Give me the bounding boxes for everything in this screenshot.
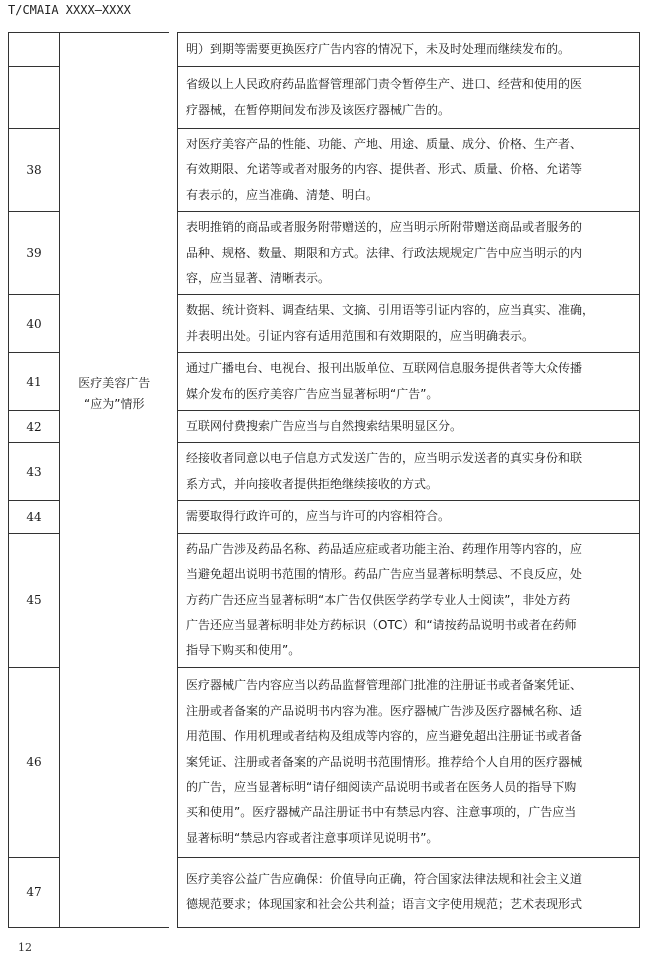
table-row xyxy=(9,33,640,67)
clause-number: 41 xyxy=(9,353,60,411)
clause-text-line: 案凭证、注册或者备案的产品说明书范围情形。推荐给个人自用的医疗器械 xyxy=(186,754,583,769)
clause-text-line: 的广告，应当显著标明“请仔细阅读产品说明书或者在医务人员的指导下购 xyxy=(186,779,577,794)
clause-number: 40 xyxy=(9,295,60,353)
clause-number: 47 xyxy=(9,857,60,927)
clause-text-line: 明）到期等需要更换医疗广告内容的情况下，未及时处理而继续发布的。 xyxy=(186,41,571,56)
clause-text-line: 互联网付费搜索广告应当与自然搜索结果明显区分。 xyxy=(186,419,463,434)
clause-text xyxy=(178,533,640,667)
clause-text-line: 有表示的，应当准确、清楚、明白。 xyxy=(186,187,379,202)
page-number: 12 xyxy=(18,941,32,954)
clause-number xyxy=(9,67,60,129)
clause-text-line: 需要取得行政许可的，应当与许可的内容相符合。 xyxy=(186,509,451,524)
clause-number: 46 xyxy=(9,667,60,857)
clause-text xyxy=(178,667,640,857)
clause-text-line: 显著标明“禁忌内容或者注意事项详见说明书”。 xyxy=(186,830,439,845)
category-line: 医疗美容广告 xyxy=(78,376,151,390)
category-line: “应为”情形 xyxy=(84,397,145,411)
clause-text xyxy=(178,295,640,353)
clause-text xyxy=(178,67,640,129)
regulation-table xyxy=(8,32,640,928)
category-cell xyxy=(60,33,169,928)
clause-text-line: 药品广告涉及药品名称、药品适应症或者功能主治、药理作用等内容的，应 xyxy=(186,541,583,556)
clause-number: 43 xyxy=(9,443,60,501)
clause-text-line: 医疗器械广告内容应当以药品监督管理部门批准的注册证书或者备案凭证、 xyxy=(186,678,583,693)
clause-text xyxy=(178,857,640,927)
clause-text-line: 系方式，并向接收者提供拒绝继续接收的方式。 xyxy=(186,476,439,491)
clause-text-line: 表明推销的商品或者服务附带赠送的，应当明示所附带赠送商品或者服务的 xyxy=(186,220,583,235)
clause-text-line: 疗器械，在暂停期间发布涉及该医疗器械广告的。 xyxy=(186,102,451,117)
clause-number: 44 xyxy=(9,501,60,533)
clause-text-line: 指导下购买和使用”。 xyxy=(186,643,301,658)
clause-text-line: 并表明出处。引证内容有适用范围和有效期限的，应当明确表示。 xyxy=(186,328,535,343)
clause-text-line: 媒介发布的医疗美容广告应当显著标明“广告”。 xyxy=(186,386,439,401)
clause-text-line: 医疗美容公益广告应确保：价值导向正确，符合国家法律法规和社会主义道 xyxy=(186,871,583,886)
clause-text-line: 注册或者备案的产品说明书内容为准。医疗器械广告涉及医疗器械名称、适 xyxy=(186,703,583,718)
clause-text-line: 品种、规格、数量、期限和方式。法律、行政法规规定广告中应当明示的内 xyxy=(186,245,583,260)
clause-text-line: 对医疗美容产品的性能、功能、产地、用途、质量、成分、价格、生产者、 xyxy=(186,137,583,151)
clause-text xyxy=(178,353,640,411)
clause-text-line: 广告还应当显著标明非处方药标识（OTC）和“请按药品说明书或者在药师 xyxy=(186,617,577,632)
clause-text-line: 经接收者同意以电子信息方式发送广告的，应当明示发送者的真实身份和联 xyxy=(186,451,583,466)
clause-number xyxy=(9,33,60,67)
clause-text xyxy=(178,212,640,295)
clause-text xyxy=(178,501,640,533)
clause-text-line: 德规范要求；体现国家和社会公共利益；语言文字使用规范；艺术表现形式 xyxy=(186,897,583,912)
clause-text-line: 当避免超出说明书范围的情形。药品广告应当显著标明禁忌、不良反应，处 xyxy=(186,567,583,582)
clause-text-line: 省级以上人民政府药品监督管理部门责令暂停生产、进口、经营和使用的医 xyxy=(186,77,583,92)
clause-text-line: 数据、统计资料、调查结果、文摘、引用语等引证内容的，应当真实、准确， xyxy=(186,303,595,318)
clause-number: 42 xyxy=(9,411,60,443)
clause-text xyxy=(178,411,640,443)
clause-text xyxy=(178,33,640,67)
clause-text-line: 有效期限、允诺等或者对服务的内容、提供者、形式、质量、价格、允诺等 xyxy=(186,162,583,177)
clause-number: 39 xyxy=(9,212,60,295)
clause-text-line: 用范围、作用机理或者结构及组成等内容的，应当避免超出注册证书或者备 xyxy=(186,729,583,744)
clause-text-line: 通过广播电台、电视台、报刊出版单位、互联网信息服务提供者等大众传播 xyxy=(186,361,583,376)
clause-text-line: 方药广告还应当显著标明“本广告仅供医学药学专业人士阅读”，非处方药 xyxy=(186,592,571,607)
standard-code-header: T/CMAIA XXXX—XXXX xyxy=(8,3,131,17)
clause-number: 38 xyxy=(9,129,60,212)
column-gap xyxy=(169,33,178,928)
clause-text xyxy=(178,129,640,212)
clause-number: 45 xyxy=(9,533,60,667)
clause-text-line: 容，应当显著、清晰表示。 xyxy=(186,271,331,286)
clause-text xyxy=(178,443,640,501)
clause-text-line: 买和使用”。医疗器械产品注册证书中有禁忌内容、注意事项的，广告应当 xyxy=(186,805,577,820)
